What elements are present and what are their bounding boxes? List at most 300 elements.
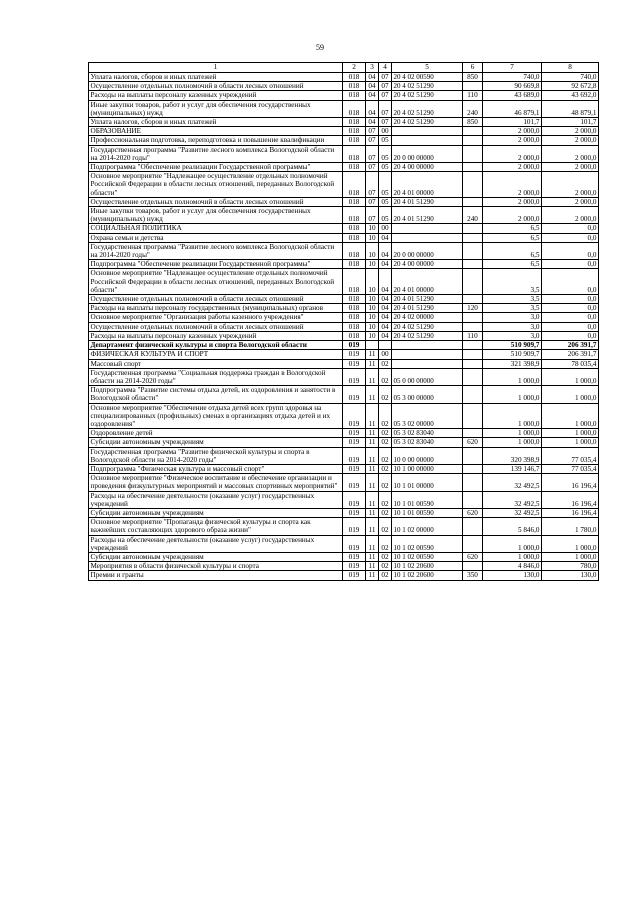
row-name: Подпрограмма "Обеспечение реализации Государственной программы" (89, 260, 343, 269)
ministry-code: 019 (343, 571, 366, 580)
section-code: 11 (366, 438, 379, 447)
section-code: 04 (366, 100, 379, 117)
amount-year-1: 6,5 (483, 224, 542, 233)
subsection-code: 00 (379, 127, 392, 136)
target-article-code: 20 4 02 00590 (392, 73, 463, 82)
amount-year-1: 510 909,7 (483, 350, 542, 359)
expense-type-code (463, 313, 483, 322)
subsection-code: 04 (379, 313, 392, 322)
amount-year-1: 740,0 (483, 73, 542, 82)
ministry-code: 018 (343, 145, 366, 162)
target-article-code (392, 359, 463, 368)
target-article-code: 20 4 00 00000 (392, 163, 463, 172)
row-name: Иные закупки товаров, работ и услуг для обеспечения государственных (муниципальных) нужд (89, 207, 343, 224)
amount-year-2: 2 000,0 (542, 127, 599, 136)
column-number-row (89, 63, 599, 73)
row-name: Охрана семьи и детства (89, 233, 343, 242)
column-number: 8 (542, 63, 599, 73)
table-row (89, 224, 599, 233)
target-article-code: 20 4 02 51290 (392, 91, 463, 100)
target-article-code: 05 3 02 83040 (392, 438, 463, 447)
target-article-code: 05 3 00 00000 (392, 386, 463, 403)
target-article-code: 05 3 02 83040 (392, 429, 463, 438)
amount-year-2: 48 879,1 (542, 100, 599, 117)
subsection-code: 02 (379, 518, 392, 535)
subsection-code: 02 (379, 386, 392, 403)
amount-year-1: 321 398,9 (483, 359, 542, 368)
target-article-code: 10 1 02 00000 (392, 518, 463, 535)
amount-year-2: 0,0 (542, 260, 599, 269)
ministry-code: 018 (343, 242, 366, 259)
row-name: Расходы на обеспечение деятельности (оказание услуг) государственных учреждений (89, 535, 343, 552)
amount-year-1: 32 492,5 (483, 474, 542, 491)
amount-year-1: 2 000,0 (483, 136, 542, 145)
expense-type-code (463, 429, 483, 438)
amount-year-2: 2 000,0 (542, 197, 599, 206)
expense-type-code (463, 127, 483, 136)
amount-year-1: 2 000,0 (483, 145, 542, 162)
ministry-code: 019 (343, 447, 366, 464)
amount-year-1: 2 000,0 (483, 127, 542, 136)
table-row (89, 464, 599, 473)
ministry-code: 018 (343, 136, 366, 145)
target-article-code (392, 350, 463, 359)
target-article-code: 10 1 01 00590 (392, 491, 463, 508)
ministry-code: 019 (343, 403, 366, 429)
row-name: Государственная программа "Социальная поддержка граждан в Вологодской области на 2014-2020 годы" (89, 368, 343, 385)
ministry-code: 018 (343, 260, 366, 269)
target-article-code: 20 4 02 51290 (392, 100, 463, 117)
amount-year-1: 1 000,0 (483, 386, 542, 403)
amount-year-1: 130,0 (483, 571, 542, 580)
amount-year-2: 206 391,7 (542, 341, 599, 350)
expense-type-code (463, 562, 483, 571)
target-article-code (392, 224, 463, 233)
amount-year-2: 1 000,0 (542, 535, 599, 552)
section-code: 11 (366, 508, 379, 517)
section-code: 11 (366, 359, 379, 368)
subsection-code: 04 (379, 331, 392, 340)
expense-type-code (463, 518, 483, 535)
table-row (89, 491, 599, 508)
expense-type-code (463, 172, 483, 198)
ministry-code: 019 (343, 552, 366, 561)
amount-year-2: 78 035,4 (542, 359, 599, 368)
ministry-code: 018 (343, 172, 366, 198)
amount-year-1: 6,5 (483, 242, 542, 259)
amount-year-2: 43 692,0 (542, 91, 599, 100)
page-number: 59 (316, 43, 324, 52)
column-number: 1 (89, 63, 343, 73)
target-article-code: 10 1 02 00590 (392, 535, 463, 552)
section-code: 11 (366, 491, 379, 508)
ministry-code: 018 (343, 295, 366, 304)
amount-year-1: 1 000,0 (483, 403, 542, 429)
subsection-code: 02 (379, 552, 392, 561)
row-name: СОЦИАЛЬНАЯ ПОЛИТИКА (89, 224, 343, 233)
target-article-code (392, 341, 463, 350)
subsection-code: 02 (379, 571, 392, 580)
ministry-code: 018 (343, 224, 366, 233)
amount-year-1: 3,0 (483, 322, 542, 331)
section-code: 11 (366, 403, 379, 429)
amount-year-2: 0,0 (542, 242, 599, 259)
table-row (89, 207, 599, 224)
amount-year-2: 0,0 (542, 269, 599, 295)
amount-year-2: 0,0 (542, 322, 599, 331)
row-name: Премии и гранты (89, 571, 343, 580)
amount-year-2: 2 000,0 (542, 172, 599, 198)
section-code: 11 (366, 535, 379, 552)
ministry-code: 019 (343, 341, 366, 350)
section-code: 04 (366, 82, 379, 91)
subsection-code: 05 (379, 145, 392, 162)
expense-type-code (463, 350, 483, 359)
amount-year-1: 4 846,0 (483, 562, 542, 571)
ministry-code: 019 (343, 474, 366, 491)
table-row (89, 322, 599, 331)
amount-year-2: 1 780,0 (542, 518, 599, 535)
amount-year-1: 43 689,0 (483, 91, 542, 100)
subsection-code: 02 (379, 359, 392, 368)
ministry-code: 018 (343, 73, 366, 82)
amount-year-2: 740,0 (542, 73, 599, 82)
amount-year-1: 5 846,0 (483, 518, 542, 535)
amount-year-2: 1 000,0 (542, 403, 599, 429)
column-number: 4 (379, 63, 392, 73)
ministry-code: 018 (343, 91, 366, 100)
section-code: 07 (366, 127, 379, 136)
section-code: 10 (366, 242, 379, 259)
subsection-code: 02 (379, 447, 392, 464)
amount-year-1: 3,5 (483, 269, 542, 295)
target-article-code: 20 4 01 00000 (392, 172, 463, 198)
row-name: ОБРАЗОВАНИЕ (89, 127, 343, 136)
expense-type-code (463, 403, 483, 429)
expense-type-code (463, 464, 483, 473)
ministry-code: 019 (343, 438, 366, 447)
row-name: Субсидии автономным учреждениям (89, 508, 343, 517)
expense-type-code (463, 359, 483, 368)
amount-year-2: 0,0 (542, 331, 599, 340)
table-row (89, 197, 599, 206)
table-row (89, 429, 599, 438)
expense-type-code: 620 (463, 508, 483, 517)
row-name: Массовый спорт (89, 359, 343, 368)
subsection-code: 02 (379, 474, 392, 491)
section-code (366, 341, 379, 350)
ministry-code: 019 (343, 508, 366, 517)
row-name: Осуществление отдельных полномочий в области лесных отношений (89, 82, 343, 91)
ministry-code: 018 (343, 197, 366, 206)
amount-year-1: 3,0 (483, 313, 542, 322)
table-row (89, 386, 599, 403)
table-row (89, 331, 599, 340)
ministry-code: 018 (343, 207, 366, 224)
ministry-code: 018 (343, 322, 366, 331)
target-article-code: 10 1 02 00590 (392, 552, 463, 561)
subsection-code: 07 (379, 100, 392, 117)
target-article-code: 10 0 00 00000 (392, 447, 463, 464)
target-article-code: 10 1 02 20600 (392, 562, 463, 571)
table-row (89, 242, 599, 259)
row-name: ФИЗИЧЕСКАЯ КУЛЬТУРА И СПОРТ (89, 350, 343, 359)
amount-year-1: 2 000,0 (483, 172, 542, 198)
row-name: Подпрограмма "Обеспечение реализации Государственной программы" (89, 163, 343, 172)
row-name: Расходы на выплаты персоналу государственных (муниципальных) органов (89, 304, 343, 313)
section-code: 11 (366, 386, 379, 403)
table-row (89, 136, 599, 145)
row-name: Уплата налогов, сборов и иных платежей (89, 118, 343, 127)
target-article-code: 20 4 02 51290 (392, 322, 463, 331)
column-number: 2 (343, 63, 366, 73)
section-code: 10 (366, 269, 379, 295)
target-article-code: 20 4 01 51290 (392, 197, 463, 206)
column-number: 7 (483, 63, 542, 73)
target-article-code: 20 0 00 00000 (392, 242, 463, 259)
row-name: Подпрограмма "Развитие системы отдыха детей, их оздоровления и занятости в Вологодской области" (89, 386, 343, 403)
section-code: 04 (366, 73, 379, 82)
section-code: 07 (366, 207, 379, 224)
amount-year-1: 32 492,5 (483, 491, 542, 508)
section-code: 11 (366, 447, 379, 464)
amount-year-2: 2 000,0 (542, 207, 599, 224)
ministry-code: 018 (343, 82, 366, 91)
expense-type-code (463, 197, 483, 206)
expense-type-code (463, 368, 483, 385)
section-code: 11 (366, 562, 379, 571)
row-name: Основное мероприятие "Организация работы казенного учреждения" (89, 313, 343, 322)
amount-year-1: 139 146,7 (483, 464, 542, 473)
expense-type-code: 850 (463, 73, 483, 82)
row-name: Государственная программа "Развитие физической культуры и спорта в Вологодской области на 2014-2020 годы" (89, 447, 343, 464)
section-code: 10 (366, 295, 379, 304)
amount-year-1: 510 909,7 (483, 341, 542, 350)
amount-year-1: 3,5 (483, 304, 542, 313)
subsection-code: 02 (379, 562, 392, 571)
section-code: 11 (366, 571, 379, 580)
expense-type-code: 850 (463, 118, 483, 127)
amount-year-2: 2 000,0 (542, 145, 599, 162)
ministry-code: 019 (343, 518, 366, 535)
table-row (89, 359, 599, 368)
expense-type-code (463, 242, 483, 259)
expense-type-code (463, 145, 483, 162)
amount-year-2: 2 000,0 (542, 163, 599, 172)
table-row (89, 518, 599, 535)
expense-type-code (463, 224, 483, 233)
subsection-code: 00 (379, 224, 392, 233)
ministry-code: 019 (343, 350, 366, 359)
amount-year-2: 1 000,0 (542, 438, 599, 447)
ministry-code: 018 (343, 304, 366, 313)
subsection-code: 07 (379, 82, 392, 91)
ministry-code: 019 (343, 464, 366, 473)
amount-year-1: 3,5 (483, 295, 542, 304)
row-name: Уплата налогов, сборов и иных платежей (89, 73, 343, 82)
expense-type-code (463, 474, 483, 491)
table-row (89, 118, 599, 127)
ministry-code: 019 (343, 368, 366, 385)
amount-year-1: 1 000,0 (483, 429, 542, 438)
section-code: 11 (366, 552, 379, 561)
subsection-code: 07 (379, 91, 392, 100)
expense-type-code (463, 163, 483, 172)
amount-year-1: 1 000,0 (483, 368, 542, 385)
row-name: Субсидии автономным учреждениям (89, 438, 343, 447)
table-row (89, 508, 599, 517)
amount-year-2: 130,0 (542, 571, 599, 580)
amount-year-1: 90 669,8 (483, 82, 542, 91)
amount-year-2: 16 196,4 (542, 474, 599, 491)
expense-type-code (463, 447, 483, 464)
target-article-code (392, 136, 463, 145)
ministry-code: 018 (343, 127, 366, 136)
subsection-code: 05 (379, 136, 392, 145)
amount-year-2: 780,0 (542, 562, 599, 571)
row-name: Мероприятия в области физической культуры и спорта (89, 562, 343, 571)
ministry-code: 019 (343, 491, 366, 508)
amount-year-2: 16 196,4 (542, 508, 599, 517)
amount-year-1: 2 000,0 (483, 163, 542, 172)
row-name: Иные закупки товаров, работ и услуг для обеспечения государственных (муниципальных) нужд (89, 100, 343, 117)
expense-type-code (463, 341, 483, 350)
expense-type-code (463, 82, 483, 91)
amount-year-2: 77 035,4 (542, 447, 599, 464)
section-code: 07 (366, 163, 379, 172)
amount-year-2: 1 000,0 (542, 368, 599, 385)
amount-year-1: 1 000,0 (483, 535, 542, 552)
amount-year-2: 0,0 (542, 233, 599, 242)
table-row (89, 562, 599, 571)
amount-year-2: 0,0 (542, 313, 599, 322)
expense-type-code: 120 (463, 304, 483, 313)
expense-type-code (463, 535, 483, 552)
row-name: Субсидии автономным учреждениям (89, 552, 343, 561)
table-row (89, 350, 599, 359)
table-row (89, 313, 599, 322)
section-code: 10 (366, 331, 379, 340)
expense-type-code (463, 269, 483, 295)
target-article-code: 20 4 01 51290 (392, 304, 463, 313)
target-article-code: 10 1 01 00000 (392, 474, 463, 491)
table-row (89, 447, 599, 464)
row-name: Основное мероприятие "Физическое воспитание и обеспечение организации и проведения физкультурных мероприятий и массовых спортивных мероприятий" (89, 474, 343, 491)
row-name: Осуществление отдельных полномочий в области лесных отношений (89, 295, 343, 304)
section-code: 11 (366, 464, 379, 473)
subsection-code: 02 (379, 368, 392, 385)
section-code: 10 (366, 322, 379, 331)
target-article-code: 20 4 01 00000 (392, 269, 463, 295)
amount-year-2: 206 391,7 (542, 350, 599, 359)
section-code: 11 (366, 429, 379, 438)
table-row (89, 368, 599, 385)
row-name: Расходы на выплаты персоналу казенных учреждений (89, 91, 343, 100)
column-number: 5 (392, 63, 463, 73)
column-number: 3 (366, 63, 379, 73)
row-name: Государственная программа "Развитие лесного комплекса Вологодской области на 2014-2020 годы" (89, 242, 343, 259)
target-article-code (392, 127, 463, 136)
column-number: 6 (463, 63, 483, 73)
amount-year-2: 2 000,0 (542, 136, 599, 145)
subsection-code: 04 (379, 269, 392, 295)
subsection-code: 02 (379, 438, 392, 447)
section-code: 11 (366, 474, 379, 491)
row-name: Осуществление отдельных полномочий в области лесных отношений (89, 197, 343, 206)
row-name: Основное мероприятие "Пропаганда физической культуры и спорта как важнейших составляющих здорового образа жизни" (89, 518, 343, 535)
row-name: Основное мероприятие "Надлежащее осуществление отдельных полномочий Российской Федерации в области лесных отношений, переданных Вологодской области" (89, 269, 343, 295)
amount-year-1: 46 879,1 (483, 100, 542, 117)
amount-year-1: 1 000,0 (483, 438, 542, 447)
amount-year-2: 77 035,4 (542, 464, 599, 473)
amount-year-2: 1 000,0 (542, 552, 599, 561)
row-name: Оздоровление детей (89, 429, 343, 438)
subsection-code: 04 (379, 295, 392, 304)
target-article-code: 20 4 01 51290 (392, 295, 463, 304)
amount-year-2: 0,0 (542, 304, 599, 313)
table-row (89, 145, 599, 162)
amount-year-1: 6,5 (483, 260, 542, 269)
ministry-code: 019 (343, 562, 366, 571)
subsection-code: 04 (379, 260, 392, 269)
target-article-code (392, 233, 463, 242)
ministry-code: 018 (343, 269, 366, 295)
target-article-code: 20 4 00 00000 (392, 260, 463, 269)
table-row (89, 172, 599, 198)
expense-type-code: 620 (463, 438, 483, 447)
row-name: Основное мероприятие "Надлежащее осуществление отдельных полномочий Российской Федерации в области лесных отношений, переданных Вологодской области" (89, 172, 343, 198)
ministry-code: 018 (343, 100, 366, 117)
expense-type-code (463, 491, 483, 508)
amount-year-2: 0,0 (542, 295, 599, 304)
amount-year-2: 1 000,0 (542, 429, 599, 438)
ministry-code: 019 (343, 535, 366, 552)
amount-year-1: 2 000,0 (483, 207, 542, 224)
table-row (89, 438, 599, 447)
table-row (89, 304, 599, 313)
expense-type-code (463, 322, 483, 331)
row-name: Профессиональная подготовка, переподготовка и повышение квалификации (89, 136, 343, 145)
ministry-code: 019 (343, 429, 366, 438)
target-article-code: 10 1 00 00000 (392, 464, 463, 473)
table-row (89, 100, 599, 117)
budget-table-container (88, 62, 598, 581)
expense-type-code (463, 295, 483, 304)
section-code: 10 (366, 313, 379, 322)
expense-type-code: 110 (463, 331, 483, 340)
target-article-code: 20 4 02 00000 (392, 313, 463, 322)
expense-type-code (463, 136, 483, 145)
subsection-code: 02 (379, 508, 392, 517)
target-article-code: 20 4 02 51290 (392, 82, 463, 91)
subsection-code: 04 (379, 322, 392, 331)
subsection-code: 02 (379, 464, 392, 473)
amount-year-2: 92 672,8 (542, 82, 599, 91)
ministry-code: 018 (343, 331, 366, 340)
row-name: Департамент физической культуры и спорта Вологодской области (89, 341, 343, 350)
table-row (89, 295, 599, 304)
section-code: 11 (366, 350, 379, 359)
table-row (89, 260, 599, 269)
target-article-code: 05 3 02 00000 (392, 403, 463, 429)
row-name: Осуществление отдельных полномочий в области лесных отношений (89, 322, 343, 331)
table-row (89, 403, 599, 429)
target-article-code: 20 4 02 51290 (392, 331, 463, 340)
section-code: 04 (366, 91, 379, 100)
amount-year-1: 1 000,0 (483, 552, 542, 561)
row-name: Подпрограмма "Физическая культура и массовый спорт" (89, 464, 343, 473)
table-row (89, 82, 599, 91)
